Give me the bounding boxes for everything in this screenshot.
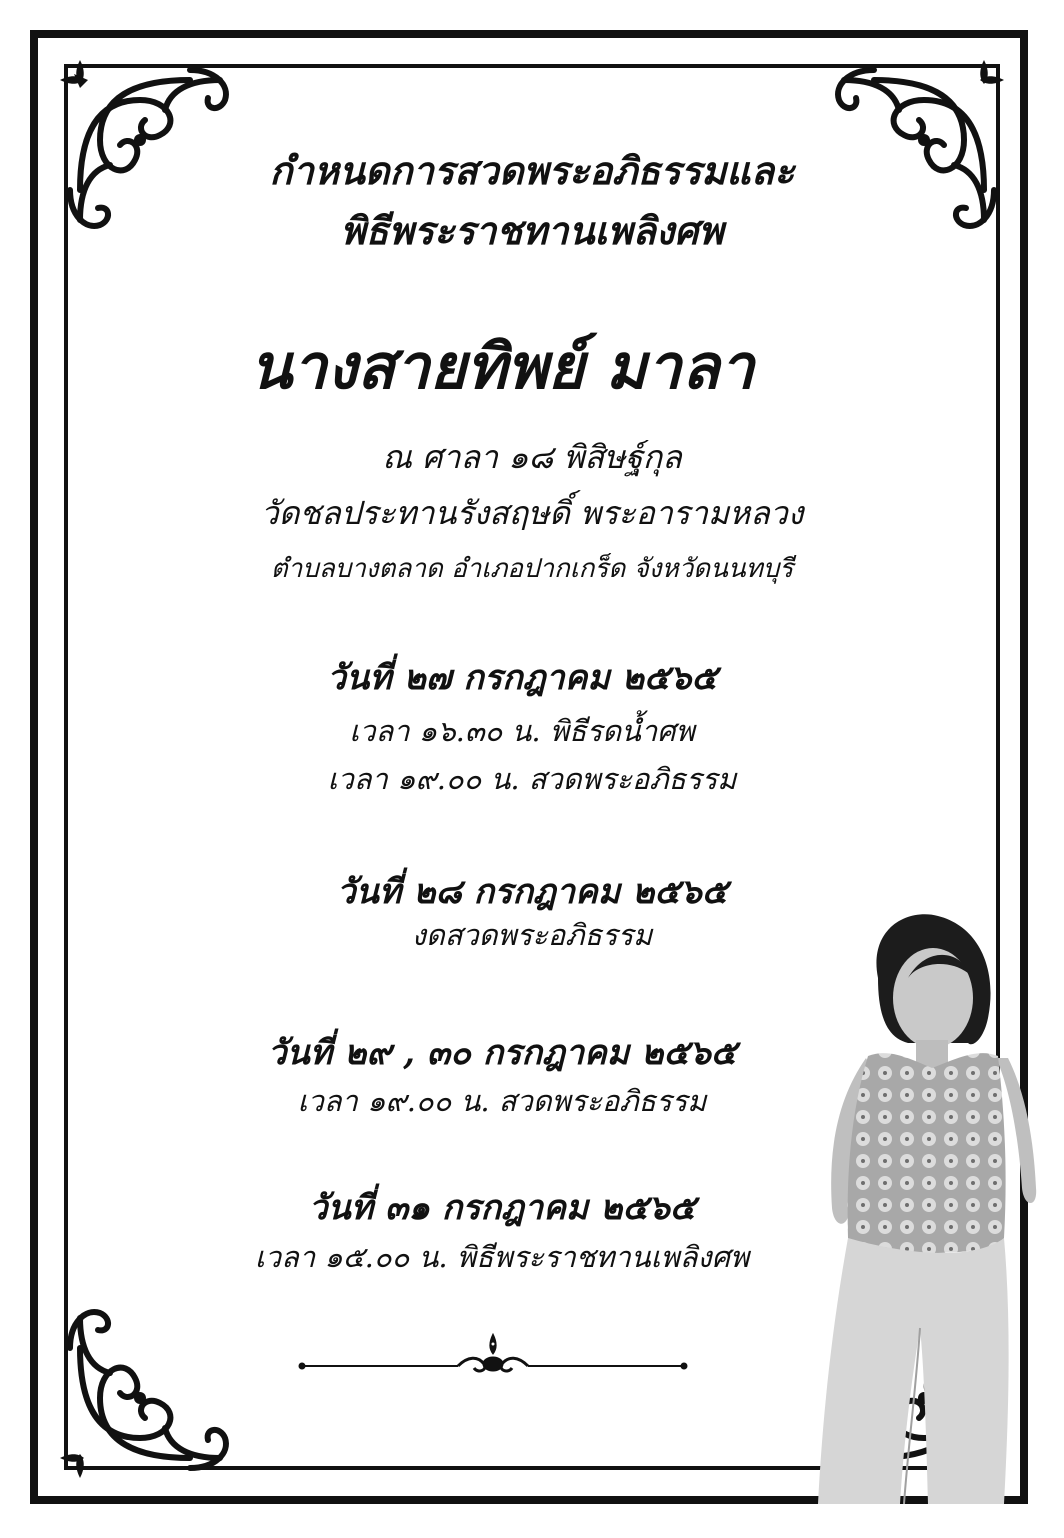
schedule-date-2: วันที่ ๒๘ กรกฎาคม ๒๕๖๕ bbox=[336, 872, 728, 912]
venue-hall: ณ ศาลา ๑๘ พิสิษฐ์กุล bbox=[382, 438, 682, 476]
venue-address: ตำบลบางตลาด อำเภอปากเกร็ด จังหวัดนนทบุรี bbox=[270, 554, 794, 584]
schedule-item: เวลา ๑๕.๐๐ น. พิธีพระราชทานเพลิงศพ bbox=[254, 1240, 750, 1274]
corner-ornament-bottom-left bbox=[40, 1298, 240, 1498]
deceased-name: นางสายทิพย์ มาลา bbox=[249, 330, 755, 403]
schedule-item: เวลา ๑๙.๐๐ น. สวดพระอภิธรรม bbox=[297, 1084, 707, 1118]
schedule-date-3: วันที่ ๒๙ , ๓๐ กรกฎาคม ๒๕๖๕ bbox=[267, 1033, 737, 1073]
schedule-item: เวลา ๑๙.๐๐ น. สวดพระอภิธรรม bbox=[327, 762, 737, 796]
schedule-date-1: วันที่ ๒๗ กรกฎาคม ๒๕๖๕ bbox=[326, 658, 718, 698]
portrait-photo bbox=[808, 908, 1040, 1504]
title-line-2: พิธีพระราชทานเพลิงศพ bbox=[340, 208, 724, 253]
schedule-date-4: วันที่ ๓๑ กรกฎาคม ๒๕๖๕ bbox=[308, 1188, 696, 1228]
schedule-item: เวลา ๑๖.๓๐ น. พิธีรดน้ำศพ bbox=[349, 714, 695, 748]
title-line-1: กำหนดการสวดพระอภิธรรมและ bbox=[269, 148, 795, 193]
divider-ornament bbox=[298, 1330, 688, 1380]
portrait-figure bbox=[808, 908, 1040, 1504]
lotus-flame-divider-icon bbox=[298, 1330, 688, 1380]
scroll-flourish-icon bbox=[40, 1298, 240, 1498]
schedule-item: งดสวดพระอภิธรรม bbox=[411, 918, 653, 952]
venue-temple: วัดชลประทานรังสฤษดิ์ พระอารามหลวง bbox=[260, 494, 804, 532]
